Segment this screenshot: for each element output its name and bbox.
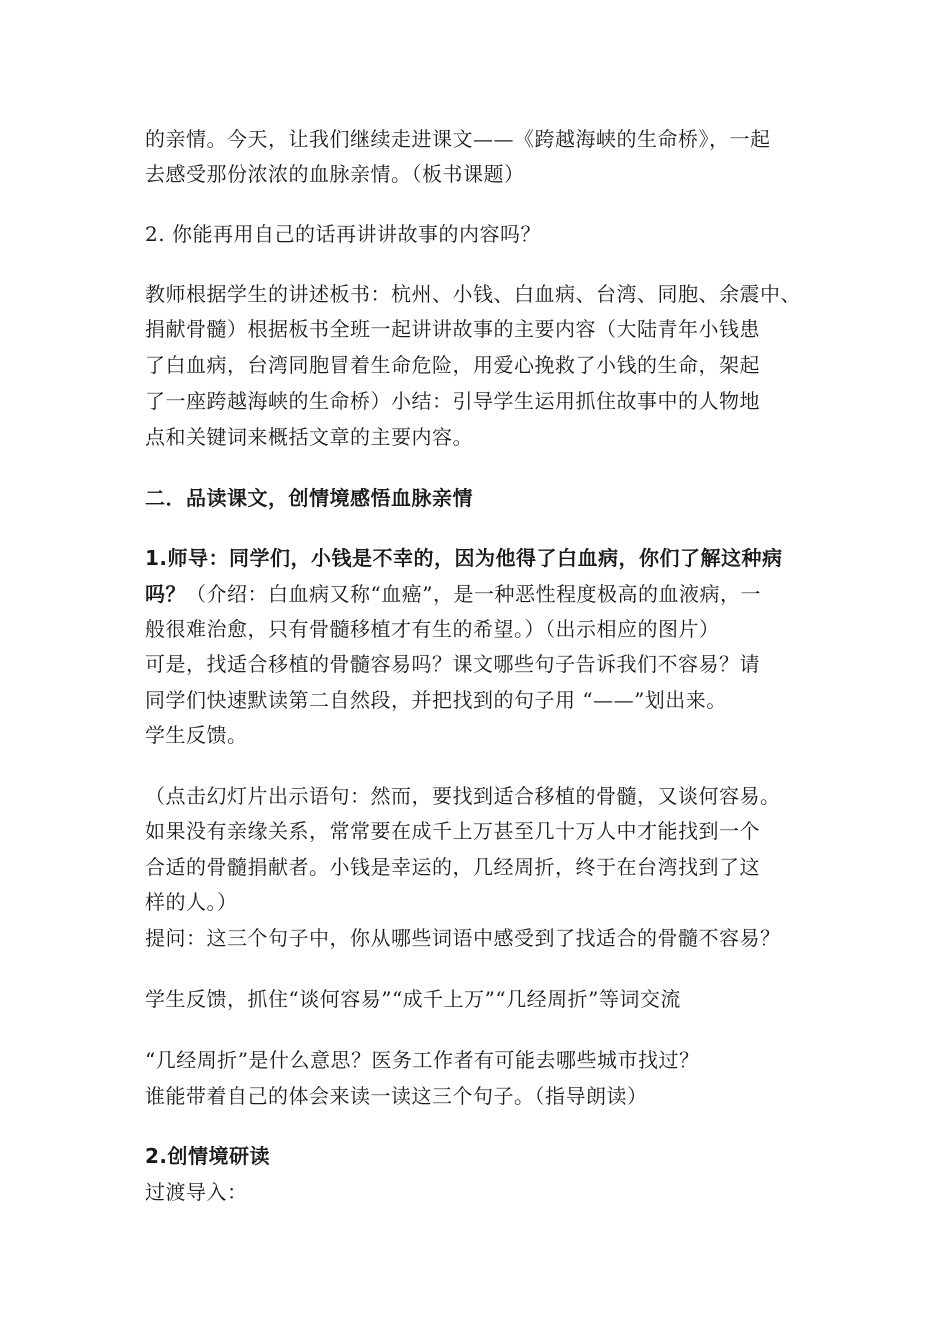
paragraph-line: 过渡导入： (145, 1180, 248, 1204)
question-line: 2. 你能再用自己的话再讲讲故事的内容吗？ (145, 222, 541, 246)
paragraph-line: 提问：这三个句子中，你从哪些词语中感受到了找适合的骨髓不容易？ (145, 926, 781, 950)
paragraph-line: “几经周折”是什么意思？医务工作者有可能去哪些城市找过？ (145, 1048, 700, 1072)
paragraph-line: 捐献骨髓）根据板书全班一起讲讲故事的主要内容（大陆青年小钱患 (145, 317, 760, 341)
paragraph-line: 教师根据学生的讲述板书：杭州、小钱、白血病、台湾、同胞、余震中、 (145, 282, 801, 306)
paragraph-line: 合适的骨髓捐献者。小钱是幸运的，几经周折，终于在台湾找到了这 (145, 855, 760, 879)
paragraph-line: 的亲情。今天，让我们继续走进课文——《跨越海峡的生命桥》，一起 (145, 127, 771, 151)
paragraph-line: 同学们快速默读第二自然段，并把找到的句子用 “——”划出来。 (145, 688, 727, 712)
paragraph-line: 样的人。） (145, 890, 238, 914)
paragraph-line (145, 582, 761, 606)
paragraph-line: 去感受那份浓浓的血脉亲情。（板书课题） (145, 162, 525, 186)
subsection-heading: 2.创情境研读 (145, 1144, 271, 1168)
introduction-text: （介绍：白血病又称“血癌”，是一种恶性程度极高的血液病，一 (186, 582, 761, 606)
section-heading: 二．品读课文，创情境感悟血脉亲情 (145, 486, 473, 510)
paragraph-line: （点击幻灯片出示语句：然而，要找到适合移植的骨髓，又谈何容易。 (145, 784, 781, 808)
paragraph-line: 谁能带着自己的体会来读一读这三个句子。（指导朗读） (145, 1084, 648, 1108)
paragraph-line: 可是，找适合移植的骨髓容易吗？课文哪些句子告诉我们不容易？请 (145, 652, 760, 676)
paragraph-line: 如果没有亲缘关系，常常要在成千上万甚至几十万人中才能找到一个 (145, 819, 760, 843)
teacher-prompt-line: 1.师导：同学们，小钱是不幸的，因为他得了白血病，你们了解这种病 (145, 546, 783, 570)
teacher-prompt-end: 吗？ (145, 582, 186, 606)
paragraph-line: 了一座跨越海峡的生命桥）小结：引导学生运用抓住故事中的人物地 (145, 389, 760, 413)
paragraph-line: 学生反馈，抓住“谈何容易”“成千上万”“几经周折”等词交流 (145, 987, 681, 1011)
paragraph-line: 学生反馈。 (145, 723, 248, 747)
paragraph-line: 了白血病，台湾同胞冒着生命危险，用爱心挽救了小钱的生命，架起 (145, 353, 760, 377)
paragraph-line: 般很难治愈，只有骨髓移植才有生的希望。）（出示相应的图片） (145, 617, 720, 641)
paragraph-line: 点和关键词来概括文章的主要内容。 (145, 425, 473, 449)
